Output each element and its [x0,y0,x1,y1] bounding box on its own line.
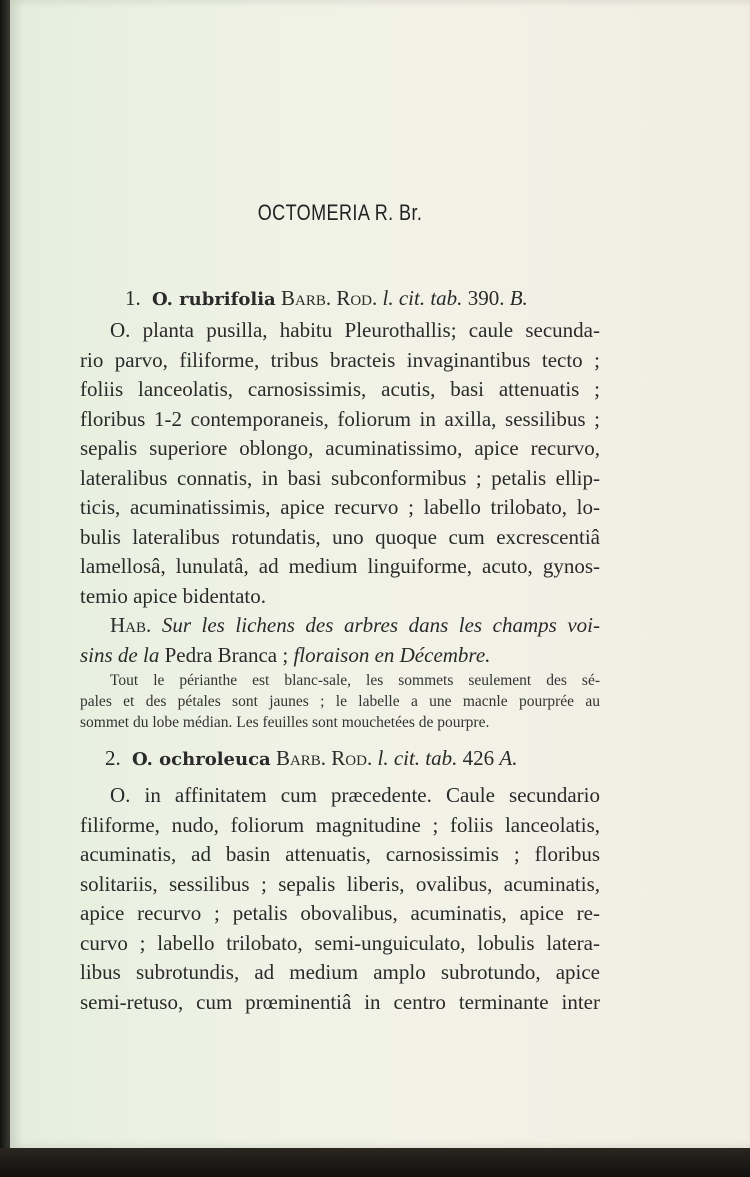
entry-2-heading [105,744,595,775]
habitat-line-1 [80,611,600,641]
entry-1-heading [125,284,595,315]
entry-2-species: O. ochroleuca [132,749,271,770]
description-line: apice recurvo ; petalis obovalibus, acuminatis, apice re- [80,901,600,925]
description-line: rio parvo, filiforme, tribus bracteis invaginantibus tecto ; [80,347,600,372]
description-line: O. planta pusilla, habitu Pleurothallis; caule secunda- [110,318,600,342]
habitat-text: sins de la [80,642,160,667]
entry-1-plate-letter: B. [509,286,528,310]
habitat-text: Sur les lichens des arbres dans les champs voi- [161,613,601,637]
habitat-flowering: floraison en Décembre. [293,642,491,667]
description-line: temio apice bidentato. [80,583,267,608]
entry-1-citation: l. cit. tab. [382,286,463,310]
book-gutter-shadow [0,0,10,1177]
entry-1-species: O. rubrifolia [152,289,276,310]
description-line: floribus 1-2 contemporaneis, foliorum in axilla, sessilibus ; [80,406,600,431]
description-line: O. in affinitatem cum præcedente. Caule secundario [110,783,600,807]
entry-1-habitat [80,611,600,670]
description-line: libus subrotundis, ad medium amplo subrotundo, apice [80,960,600,984]
entry-2-plate: 426 [462,746,495,770]
habitat-label: Hab. [110,613,152,637]
entry-1-authority: Barb. Rod. [280,286,378,310]
entry-1-plate: 390. [467,286,505,310]
description-line: filiforme, nudo, foliorum magnitudine ; foliis lanceolatis, [80,812,600,837]
description-line: ticis, acuminatissimis, apice recurvo ; labello trilobato, lo- [80,495,600,519]
note-line: sommet du lobe médian. Les feuilles sont mouchetées de pourpre. [80,714,490,731]
page-title: OCTOMERIA R. Br. [257,200,423,225]
description-line: lamellosâ, lunulatâ, ad medium linguiforme, acuto, gynos- [80,554,600,578]
entry-2-plate-letter: A. [499,746,518,770]
description-line: bulis lateralibus rotundatis, uno quoque cum excrescentiâ [80,524,600,549]
description-line: curvo ; labello trilobato, semi-unguiculato, lobulis latera- [80,930,600,955]
description-line: sepalis superiore oblongo, acuminatissimo, apice recurvo, [80,436,600,460]
description-line: solitariis, sessilibus ; sepalis liberis, ovalibus, acuminatis, [80,871,600,896]
entry-2-number: 2. [105,746,121,770]
book-bottom-edge [0,1148,750,1177]
book-page [10,0,750,1148]
entry-2-citation: l. cit. tab. [377,746,458,770]
description-line: lateralibus connatis, in basi subconformibus ; petalis ellip- [80,465,600,490]
habitat-place: Pedra Branca ; [164,642,289,667]
entry-1-number: 1. [125,286,141,310]
note-line: Tout le périanthe est blanc-sale, les sommets seulement des sé- [110,672,600,689]
entry-1-note [80,670,600,733]
entry-2-authority: Barb. Rod. [275,746,373,770]
entry-2-description [80,781,600,1017]
entry-1-description [80,316,600,611]
description-line: acuminatis, ad basin attenuatis, carnosissimis ; floribus [80,842,600,866]
description-line: semi-retuso, cum prœminentiâ in centro terminante inter [80,989,600,1014]
description-line: foliis lanceolatis, carnosissimis, acutis, basi attenuatis ; [80,377,600,401]
habitat-line-2 [80,641,600,671]
note-line: pales et des pétales sont jaunes ; le labelle a une macnle pourprée au [80,693,600,710]
